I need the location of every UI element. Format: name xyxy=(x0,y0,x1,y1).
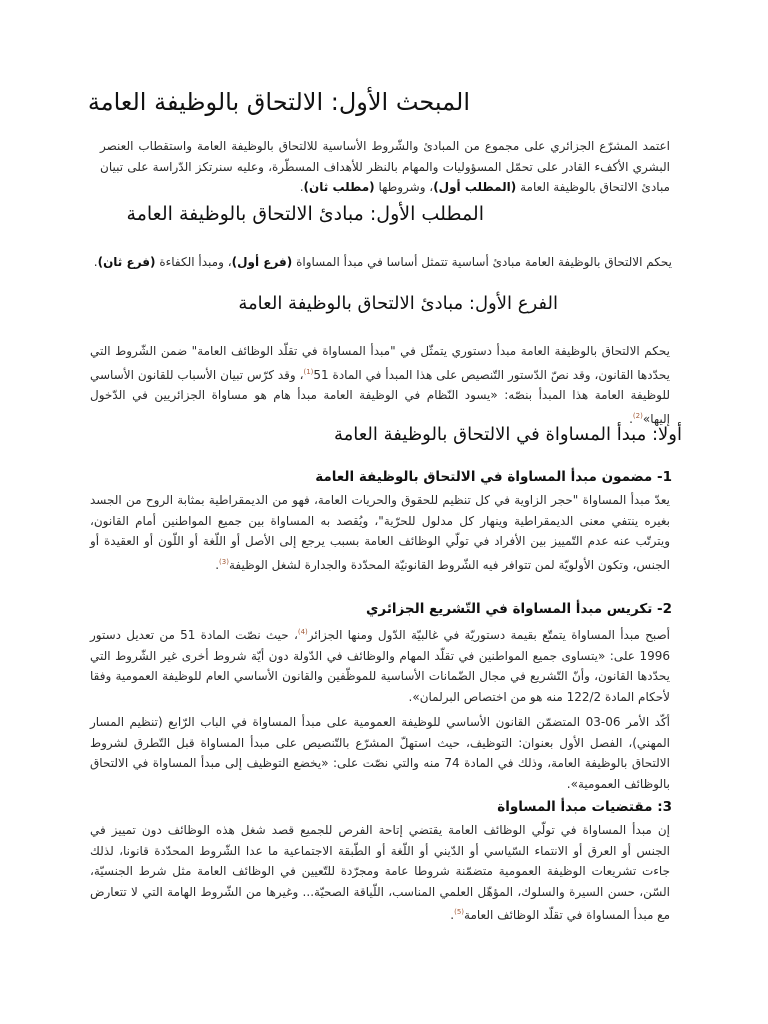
intro-text: اعتمد المشرّع الجزائري على مجموع من المبادئ والشّروط الأساسية للالتحاق بالوظيفة العامة واستقطاب العنصر البشري الأكفء القادر على تحمّل المسؤوليات والمهام بالنظر للأهداف المسطّرة، وعليه سنرتكز الدّراسة على تبيان مبادئ الالتحاق بالوظيفة العامة xyxy=(100,139,670,194)
subsection3-title: 3: مقتضيات مبدأ المساواة xyxy=(497,799,672,815)
subsection2-paragraph-2 xyxy=(90,712,670,794)
footnote-ref-1[interactable]: (1) xyxy=(303,367,314,376)
section1-ref-second: (فرع ثان) xyxy=(97,255,156,269)
subsection2-text-1b: ، حيث نصّت المادة 51 من تعديل دستور 1996 على: «يتساوى جميع المواطنين في تقلّد المهام والوظائف في الدّولة دون أيّة شروط أخرى غير الشّروط التي يحدّدها القانون، وأنّ التّشريع في مجال الضّمانات الأساسية للموظّفين والقانون الأساسي العام للوظيفة العمومية وفقا لأحكام المادة 122/2 منه هو من اختصاص البرلمان». xyxy=(90,628,670,704)
subsection3-paragraph xyxy=(90,820,670,926)
intro-end: . xyxy=(299,180,304,194)
subsection1-end: . xyxy=(215,557,220,572)
subsection3-end: . xyxy=(450,908,455,922)
subsection1-text: يعدّ مبدأ المساواة "حجر الزاوية في كل تنظيم للحقوق والحريات العامة، فهو من الديمقراطية بمثابة الروح من الجسد بغيره ينتفي معنى الديمقراطية وينهار كل مدلول للحرّية"، ويُقصد به المساواة بين جميع المواطنين أمام القانون، ويترتّب عنه عدم التّمييز بين الأفراد في تولّي الوظائف العامة بسبب يرجع إلى الأصل أو اللّغة أو اللّون أو العقيدة أو الجنس، وتكون الأولويّة لمن تتوافر فيه الشّروط القانونيّة المحدّدة والجدارة لشغل الوظيفة xyxy=(90,493,670,572)
footnote-ref-5[interactable]: (5) xyxy=(454,908,465,916)
intro-ref-first: (المطلب أول) xyxy=(433,180,517,194)
section1-ref-first: (فرع أول) xyxy=(231,255,293,269)
footnote-ref-4[interactable]: (4) xyxy=(297,628,308,636)
section1-end: . xyxy=(93,255,98,269)
subsection2-paragraph-1 xyxy=(90,622,670,707)
branch1-text-continued: ، وقد كرّس تبيان الأسباب للقانون الأساسي للوظيفة العامة هذا المبدأ بنصّه: «يسود النّظام في الوظيفة العامة مبدأ هام هو مساواة الجزائريين في الدّخول إليها» xyxy=(90,367,670,426)
section1-heading: المطلب الأول: مبادئ الالتحاق بالوظيفة العامة xyxy=(126,203,484,225)
subsection1-title: 1- مضمون مبدأ المساواة في الالتحاق بالوظيفة العامة xyxy=(315,469,672,485)
subsection2-text-2: أكّد الأمر 06-03 المتضمّن القانون الأساسي للوظيفة العمومية على مبدأ المساواة في الباب الرّابع (تنظيم المسار المهني)، الفصل الأول بعنوان: التوظيف، حيث استهلّ المشرّع بالتّنصيص على مبدأ المساواة قبل التّطرق لشروط الالتحاق بالوظيفة العامة، وذلك في المادة 74 منه والتي نصّت على: «يخضع التوظيف إلى مبدأ المساواة في الالتحاق بالوظائف العمومية». xyxy=(90,715,670,791)
section1-paragraph xyxy=(72,252,672,273)
branch1-end: . xyxy=(629,411,633,426)
intro-ref-second: (مطلب ثان) xyxy=(303,180,375,194)
main-heading: المبحث الأول: الالتحاق بالوظيفة العامة xyxy=(87,88,470,116)
branch1-text: يحكم الالتحاق بالوظيفة العامة مبدأ دستوري يتمثّل في "مبدأ المساواة في تقلّد الوظائف العامة" ضمن الشّروط التي يحدّدها القانون، وقد نصّ الدّستور التّنصيص على هذا المبدأ في المادة 51 xyxy=(90,344,670,382)
intro-paragraph xyxy=(100,136,670,198)
section1-text: يحكم الالتحاق بالوظيفة العامة مبادئ أساسية تتمثل أساسا في مبدأ المساواة xyxy=(296,255,672,269)
footnote-ref-3[interactable]: (3) xyxy=(219,557,229,566)
subsection1-paragraph xyxy=(90,490,670,575)
subsection2-text-1: أصبح مبدأ المساواة يتمتّع بقيمة دستوريّة في غالبيّة الدّول ومنها الجزائر xyxy=(307,628,670,642)
subsection2-title: 2- تكريس مبدأ المساواة في التّشريع الجزائري xyxy=(366,601,672,617)
branch1-heading: الفرع الأول: مبادئ الالتحاق بالوظيفة العامة xyxy=(238,293,558,314)
intro-mid: ، وشروطها xyxy=(378,180,434,194)
equality-principle-heading: أولا: مبدأ المساواة في الالتحاق بالوظيفة العامة xyxy=(333,424,682,445)
branch1-paragraph xyxy=(90,341,670,429)
subsection3-text: إن مبدأ المساواة في تولّي الوظائف العامة يقتضي إتاحة الفرص للجميع قصد شغل هذه الوظائف دون تمييز في الجنس أو العرق أو الانتماء السّياسي أو الدّيني أو اللّغة أو الطّبقة الاجتماعية ما عدا الشّروط المحدّدة قانونا، لذلك جاءت تشريعات الوظيفة العمومية متضمّنة شروطا عامة ومجرّدة للتّعيين في الوظائف العامة مثل شرط الجنسيّة، السّن، حسن السيرة والسلوك، المؤهّل العلمي المناسب، اللّياقة الصحيّة... وغيرها من الشّروط الهامة التي لا تتعارض مع مبدأ المساواة في تقلّد الوظائف العامة xyxy=(90,823,670,922)
section1-mid: ، ومبدأ الكفاءة xyxy=(159,255,232,269)
footnote-ref-2[interactable]: (2) xyxy=(632,411,643,420)
